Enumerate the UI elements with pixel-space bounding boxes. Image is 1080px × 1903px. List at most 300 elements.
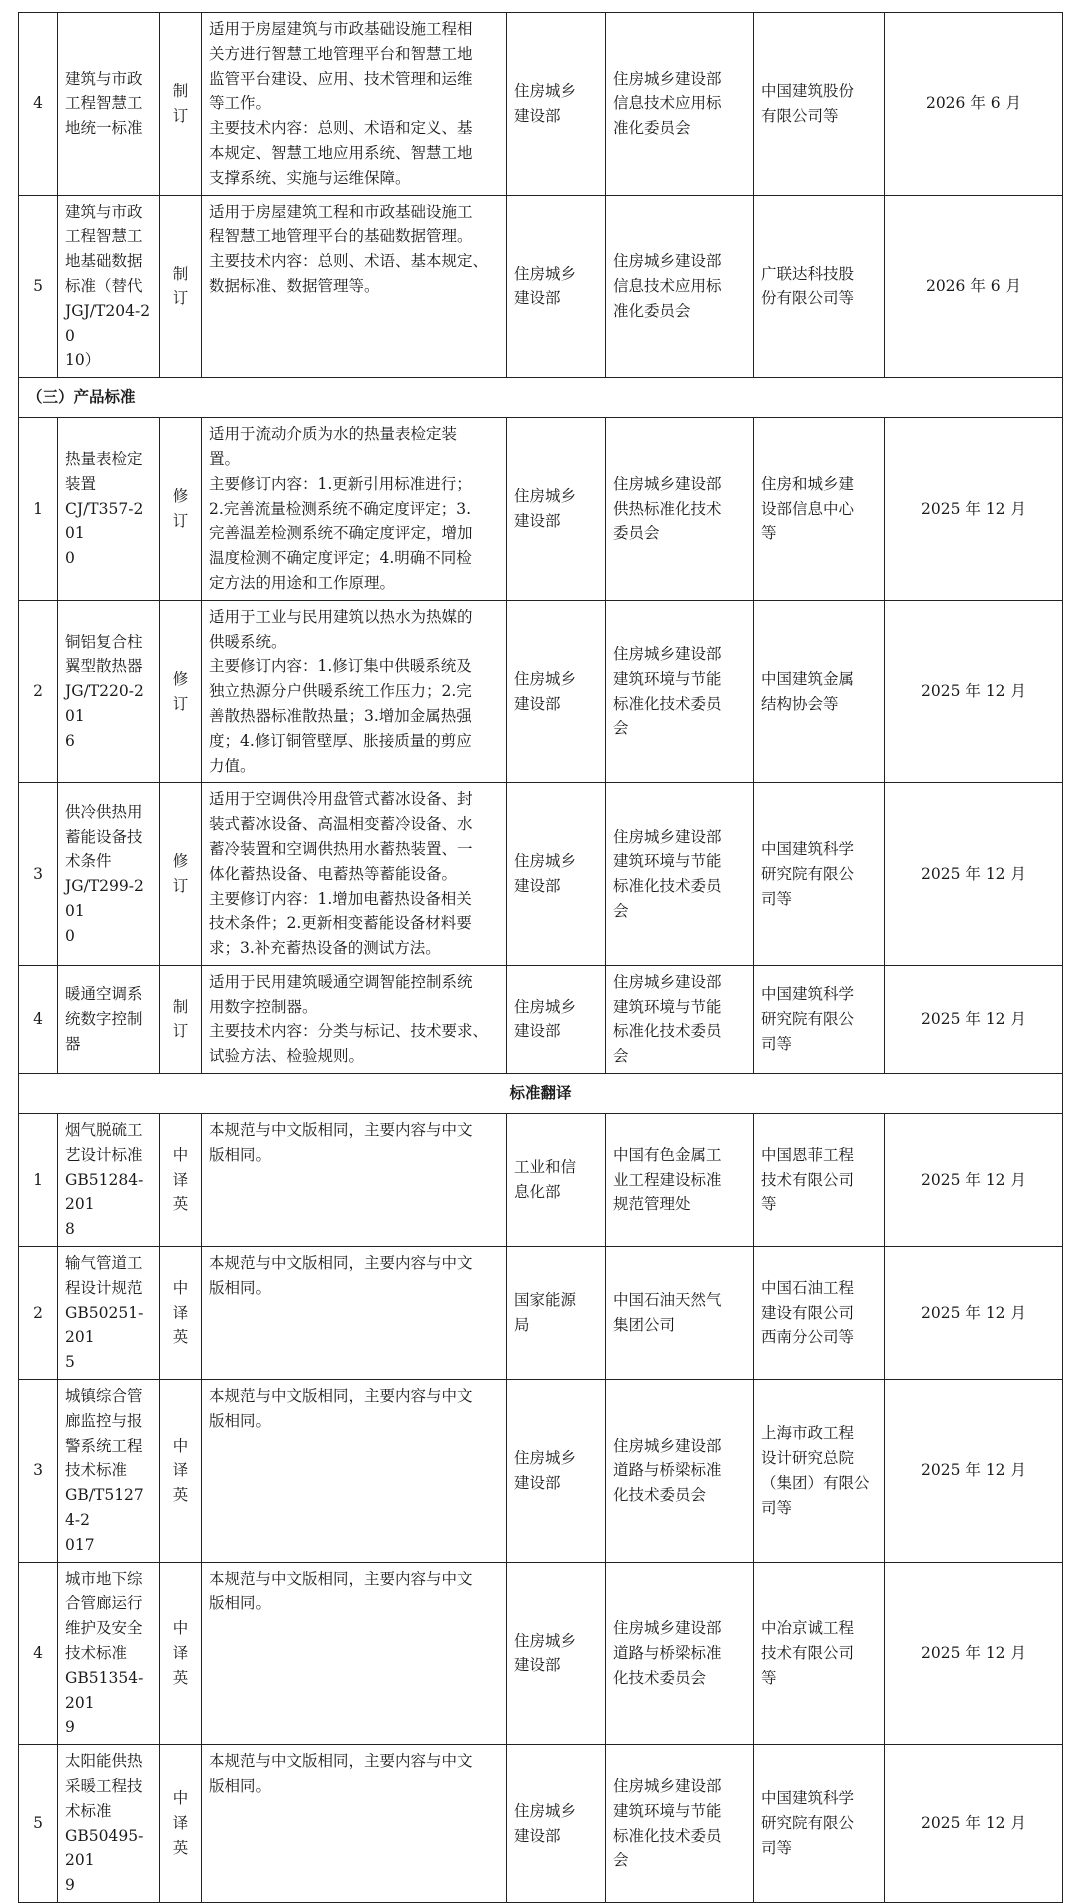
cell-line: CJ/T357-201 xyxy=(65,499,144,543)
cell-line: 供冷供热用 xyxy=(65,802,143,821)
cell-line: 建设部 xyxy=(514,694,561,713)
cell-line: 廊监控与报 xyxy=(65,1411,143,1430)
cell-line: 支撑系统、实施与运维保障。 xyxy=(209,168,411,187)
cell-line: 住房城乡 xyxy=(514,487,577,506)
cell-line: 结构协会等 xyxy=(761,694,839,713)
technical-committee xyxy=(606,1247,754,1380)
row-number: 1 xyxy=(19,1114,58,1247)
lead-drafter xyxy=(754,600,885,783)
cell-line: 会 xyxy=(613,1851,629,1870)
cell-line: 体化蓄热设备、电蓄热等蓄能设备。 xyxy=(209,864,458,883)
technical-committee xyxy=(606,965,754,1073)
section-heading: 标准翻译 xyxy=(19,1074,1063,1114)
cell-line: 修 xyxy=(172,852,189,871)
cell-line: 设计研究总院 xyxy=(761,1449,855,1468)
cell-line: 版相同。 xyxy=(209,1594,272,1613)
cell-line: 主要技术内容：分类与标记、技术要求、 xyxy=(209,1022,489,1041)
cell-line: 住房城乡建设部 xyxy=(613,474,722,493)
cell-line: 技术有限公司 xyxy=(761,1170,855,1189)
cell-line: 工程智慧工 xyxy=(65,227,143,246)
cell-line: 采暖工程技 xyxy=(65,1777,143,1795)
cell-line: 英 xyxy=(172,1838,189,1857)
cell-line: 住房城乡建设部 xyxy=(613,972,722,991)
cell-line: 完善温差检测系统不确定度评定，增加 xyxy=(209,524,473,543)
cell-line: 住房城乡 xyxy=(514,852,577,871)
cell-line: 会 xyxy=(613,1047,629,1066)
cell-line: 适用于房屋建筑与市政基础设施工程相 xyxy=(209,20,473,38)
cell-line: 本规范与中文版相同，主要内容与中文 xyxy=(209,1569,473,1588)
cell-line: 设部信息中心 xyxy=(761,499,855,518)
responsible-department xyxy=(507,13,606,196)
cell-line: 6 xyxy=(65,731,75,750)
cell-line: 主要修订内容：1.修订集中供暖系统及 xyxy=(209,657,472,676)
cell-line: 用数字控制器。 xyxy=(209,997,318,1016)
cell-line: 住房城乡 xyxy=(514,1631,577,1650)
cell-line: 司等 xyxy=(761,889,793,908)
revision-type xyxy=(160,13,202,196)
revision-type xyxy=(160,783,202,966)
cell-line: 中冶京诚工程 xyxy=(761,1619,855,1638)
completion-date: 2025 年 12 月 xyxy=(885,1380,1063,1563)
cell-line: 司等 xyxy=(761,1838,793,1857)
completion-date: 2026 年 6 月 xyxy=(885,13,1063,196)
table-row xyxy=(19,1114,1063,1247)
standard-name xyxy=(58,600,160,783)
cell-line: 建筑环境与节能 xyxy=(613,997,722,1016)
cell-line: 等工作。 xyxy=(209,94,272,113)
revision-type xyxy=(160,1745,202,1903)
technical-committee xyxy=(606,195,754,378)
cell-line: 2.完善流量检测系统不确定度评定；3. xyxy=(209,499,472,518)
cell-line: 住房城乡 xyxy=(514,1801,577,1820)
cell-line: 标准化技术委员 xyxy=(613,877,722,896)
cell-line: 供热标准化技术 xyxy=(613,499,722,518)
cell-line: 上海市政工程 xyxy=(761,1424,855,1443)
table-body xyxy=(19,13,1063,1903)
cell-line: 国家能源 xyxy=(514,1291,577,1310)
cell-line: 订 xyxy=(172,106,189,125)
cell-line: 热量表检定 xyxy=(65,449,143,468)
cell-line: 等 xyxy=(761,524,777,543)
section-heading-row xyxy=(19,1074,1063,1114)
scope-and-content xyxy=(202,965,507,1073)
cell-line: 装式蓄冰设备、高温相变蓄冷设备、水 xyxy=(209,815,473,834)
cell-line: 西南分公司等 xyxy=(761,1328,855,1347)
completion-date: 2025 年 12 月 xyxy=(885,1247,1063,1380)
cell-line: 中 xyxy=(172,1789,189,1808)
scope-and-content xyxy=(202,600,507,783)
cell-line: 版相同。 xyxy=(209,1145,272,1164)
cell-line: 求；3.补充蓄热设备的测试方法。 xyxy=(209,939,441,958)
cell-line: 信息技术应用标 xyxy=(613,276,722,295)
cell-line: 修 xyxy=(172,487,189,506)
cell-line: 制 xyxy=(172,81,189,100)
cell-line: 独立热源分户供暖系统工作压力；2.完 xyxy=(209,682,472,701)
responsible-department xyxy=(507,1247,606,1380)
cell-line: 中国有色金属工 xyxy=(613,1145,722,1164)
cell-line: 化技术委员会 xyxy=(613,1486,707,1505)
cell-line: 译 xyxy=(172,1644,189,1663)
cell-line: 研究院有限公 xyxy=(761,864,855,883)
row-number: 4 xyxy=(19,13,58,196)
cell-line: （集团）有限公 xyxy=(761,1473,870,1492)
cell-line: 善散热器标准散热量；3.增加金属热强 xyxy=(209,706,472,725)
lead-drafter xyxy=(754,965,885,1073)
cell-line: 中国建筑金属 xyxy=(761,669,855,688)
cell-line: 蓄冷装置和空调供热用水蓄热装置、一 xyxy=(209,839,473,858)
cell-line: 警系统工程 xyxy=(65,1436,143,1455)
scope-and-content xyxy=(202,1745,507,1903)
cell-line: 建筑环境与节能 xyxy=(613,669,722,688)
cell-line: 订 xyxy=(172,289,189,308)
cell-line: 订 xyxy=(172,1022,189,1041)
cell-line: 建筑环境与节能 xyxy=(613,852,722,871)
cell-line: 会 xyxy=(613,719,629,738)
scope-and-content xyxy=(202,1114,507,1247)
scope-and-content xyxy=(202,1380,507,1563)
revision-type xyxy=(160,1562,202,1745)
cell-line: 住房城乡 xyxy=(514,997,577,1016)
cell-line: 地基础数据 xyxy=(65,252,143,271)
cell-line: 集团公司 xyxy=(613,1316,676,1335)
revision-type xyxy=(160,1114,202,1247)
row-number: 2 xyxy=(19,600,58,783)
cell-line: 住房城乡建设部 xyxy=(613,252,722,271)
cell-line: 适用于工业与民用建筑以热水为热媒的 xyxy=(209,607,473,626)
responsible-department xyxy=(507,600,606,783)
table-row xyxy=(19,13,1063,196)
cell-line: 中国恩菲工程 xyxy=(761,1145,855,1164)
responsible-department xyxy=(507,1562,606,1745)
cell-line: 温度检测不确定度评定；4.明确不同检 xyxy=(209,549,472,568)
revision-type xyxy=(160,600,202,783)
cell-line: 版相同。 xyxy=(209,1777,272,1795)
cell-line: 等 xyxy=(761,1668,777,1687)
cell-line: 英 xyxy=(172,1328,189,1347)
completion-date: 2025 年 12 月 xyxy=(885,418,1063,601)
section-heading-row xyxy=(19,378,1063,418)
cell-line: 准化委员会 xyxy=(613,301,691,320)
cell-line: 局 xyxy=(514,1316,530,1335)
technical-committee xyxy=(606,13,754,196)
cell-line: 城市地下综 xyxy=(65,1569,143,1588)
cell-line: JGJ/T204-20 xyxy=(65,301,151,345)
lead-drafter xyxy=(754,783,885,966)
cell-line: 委员会 xyxy=(613,524,660,543)
cell-line: GB51354-201 xyxy=(65,1668,144,1712)
cell-line: 置。 xyxy=(209,449,241,468)
responsible-department xyxy=(507,965,606,1073)
cell-line: 修 xyxy=(172,669,189,688)
standards-plan-document xyxy=(18,12,1062,1903)
lead-drafter xyxy=(754,1380,885,1563)
scope-and-content xyxy=(202,783,507,966)
cell-line: 住房城乡建设部 xyxy=(613,644,722,663)
completion-date: 2025 年 12 月 xyxy=(885,1562,1063,1745)
cell-line: 技术条件；2.更新相变蓄能设备材料要 xyxy=(209,914,472,933)
cell-line: 住房城乡 xyxy=(514,669,577,688)
cell-line: 监管平台建设、应用、技术管理和运维 xyxy=(209,69,473,88)
cell-line: 主要修订内容：1.增加电蓄热设备相关 xyxy=(209,889,472,908)
standard-name xyxy=(58,1247,160,1380)
cell-line: 订 xyxy=(172,694,189,713)
row-number: 4 xyxy=(19,965,58,1073)
cell-line: 地统一标准 xyxy=(65,119,143,138)
cell-line: 9 xyxy=(65,1876,75,1895)
table-row xyxy=(19,783,1063,966)
standard-name xyxy=(58,1562,160,1745)
technical-committee xyxy=(606,1114,754,1247)
revision-type xyxy=(160,1380,202,1563)
cell-line: 住房城乡建设部 xyxy=(613,1777,722,1795)
row-number: 3 xyxy=(19,1380,58,1563)
cell-line: 住房城乡 xyxy=(514,264,577,283)
cell-line: 建筑环境与节能 xyxy=(613,1801,722,1820)
completion-date: 2025 年 12 月 xyxy=(885,1114,1063,1247)
table-row xyxy=(19,600,1063,783)
cell-line: 太阳能供热 xyxy=(65,1752,143,1771)
lead-drafter xyxy=(754,1247,885,1380)
table-row xyxy=(19,195,1063,378)
cell-line: 程设计规范 xyxy=(65,1278,143,1297)
responsible-department xyxy=(507,195,606,378)
cell-line: 建设部 xyxy=(514,511,561,530)
completion-date: 2026 年 6 月 xyxy=(885,195,1063,378)
cell-line: 中国建筑股份 xyxy=(761,81,855,100)
cell-line: 蓄能设备技 xyxy=(65,827,143,846)
cell-line: 有限公司等 xyxy=(761,106,839,125)
cell-line: 译 xyxy=(172,1303,189,1322)
cell-line: 装置 xyxy=(65,474,97,493)
row-number: 5 xyxy=(19,195,58,378)
scope-and-content xyxy=(202,1562,507,1745)
cell-line: 住房城乡建设部 xyxy=(613,69,722,88)
standard-name xyxy=(58,1380,160,1563)
cell-line: 建筑与市政 xyxy=(65,202,143,221)
cell-line: 规范管理处 xyxy=(613,1195,691,1214)
cell-line: 工程智慧工 xyxy=(65,94,143,113)
technical-committee xyxy=(606,600,754,783)
cell-line: 住房城乡建设部 xyxy=(613,1436,722,1455)
cell-line: 中国建筑科学 xyxy=(761,985,855,1004)
cell-line: 息化部 xyxy=(514,1183,561,1202)
technical-committee xyxy=(606,1562,754,1745)
cell-line: 建设部 xyxy=(514,1022,561,1041)
cell-line: 中国石油天然气 xyxy=(613,1291,722,1310)
cell-line: 术条件 xyxy=(65,852,112,871)
cell-line: JG/T299-201 xyxy=(65,877,144,920)
standard-name xyxy=(58,965,160,1073)
cell-line: 建设部 xyxy=(514,106,561,125)
cell-line: 制 xyxy=(172,997,189,1016)
standard-name xyxy=(58,13,160,196)
cell-line: 英 xyxy=(172,1486,189,1505)
table-row xyxy=(19,1745,1063,1903)
cell-line: 技术标准 xyxy=(65,1644,128,1663)
cell-line: 中 xyxy=(172,1619,189,1638)
cell-line: 适用于流动介质为水的热量表检定装 xyxy=(209,425,458,444)
cell-line: 铜铝复合柱 xyxy=(65,632,143,651)
cell-line: 道路与桥梁标准 xyxy=(613,1644,722,1663)
standard-name xyxy=(58,1745,160,1903)
cell-line: 信息技术应用标 xyxy=(613,94,722,113)
cell-line: 中国建筑科学 xyxy=(761,1789,855,1808)
lead-drafter xyxy=(754,1114,885,1247)
table-row xyxy=(19,1380,1063,1563)
completion-date: 2025 年 12 月 xyxy=(885,1745,1063,1903)
cell-line: 建设部 xyxy=(514,1826,561,1845)
cell-line: 适用于空调供冷用盘管式蓄冰设备、封 xyxy=(209,790,473,809)
cell-line: 10） xyxy=(65,351,101,370)
cell-line: 试验方法、检验规则。 xyxy=(209,1047,365,1066)
cell-line: 主要修订内容：1.更新引用标准进行； xyxy=(209,474,472,493)
revision-type xyxy=(160,1247,202,1380)
technical-committee xyxy=(606,418,754,601)
row-number: 1 xyxy=(19,418,58,601)
cell-line: 会 xyxy=(613,901,629,920)
lead-drafter xyxy=(754,1562,885,1745)
cell-line: 中国建筑科学 xyxy=(761,839,855,858)
standard-name xyxy=(58,418,160,601)
cell-line: 版相同。 xyxy=(209,1411,272,1430)
cell-line: 5 xyxy=(65,1353,75,1372)
revision-type xyxy=(160,965,202,1073)
cell-line: 等 xyxy=(761,1195,777,1214)
cell-line: 译 xyxy=(172,1814,189,1833)
standard-name xyxy=(58,195,160,378)
cell-line: 技术有限公司 xyxy=(761,1644,855,1663)
cell-line: 输气管道工 xyxy=(65,1254,143,1273)
scope-and-content xyxy=(202,418,507,601)
cell-line: GB51284-201 xyxy=(65,1170,144,1214)
scope-and-content xyxy=(202,195,507,378)
cell-line: 建设部 xyxy=(514,289,561,308)
row-number: 4 xyxy=(19,1562,58,1745)
cell-line: 住房城乡 xyxy=(514,1449,577,1468)
cell-line: 技术标准 xyxy=(65,1461,128,1480)
technical-committee xyxy=(606,1380,754,1563)
cell-line: GB/T51274-2 xyxy=(65,1486,144,1530)
cell-line: 定方法的用途和工作原理。 xyxy=(209,573,396,592)
table-row xyxy=(19,1247,1063,1380)
completion-date: 2025 年 12 月 xyxy=(885,965,1063,1073)
cell-line: GB50495-201 xyxy=(65,1826,144,1870)
cell-line: 程智慧工地管理平台的基础数据管理。 xyxy=(209,227,473,246)
cell-line: 住房城乡建设部 xyxy=(613,1619,722,1638)
scope-and-content xyxy=(202,13,507,196)
cell-line: 暖通空调系 xyxy=(65,985,143,1004)
cell-line: 标准化技术委员 xyxy=(613,694,722,713)
lead-drafter xyxy=(754,13,885,196)
cell-line: 翼型散热器 xyxy=(65,657,143,676)
cell-line: 版相同。 xyxy=(209,1278,272,1297)
cell-line: 研究院有限公 xyxy=(761,1010,855,1029)
cell-line: 中 xyxy=(172,1436,189,1455)
cell-line: 住房城乡建设部 xyxy=(613,827,722,846)
cell-line: 司等 xyxy=(761,1498,793,1517)
cell-line: 工业和信 xyxy=(514,1158,577,1177)
cell-line: 订 xyxy=(172,877,189,896)
cell-line: 广联达科技股 xyxy=(761,264,855,283)
cell-line: 关方进行智慧工地管理平台和智慧工地 xyxy=(209,44,473,63)
cell-line: 主要技术内容：总则、术语和定义、基 xyxy=(209,119,473,138)
responsible-department xyxy=(507,1380,606,1563)
cell-line: 统数字控制 xyxy=(65,1010,143,1029)
cell-line: 建设部 xyxy=(514,1473,561,1492)
cell-line: 化技术委员会 xyxy=(613,1668,707,1687)
cell-line: 住房和城乡建 xyxy=(761,474,855,493)
section-heading: （三）产品标准 xyxy=(19,378,1063,418)
cell-line: 业工程建设标准 xyxy=(613,1170,722,1189)
cell-line: 维护及安全 xyxy=(65,1619,143,1638)
cell-line: 本规范与中文版相同，主要内容与中文 xyxy=(209,1387,473,1406)
cell-line: 术标准 xyxy=(65,1801,112,1820)
cell-line: 艺设计标准 xyxy=(65,1145,143,1164)
row-number: 3 xyxy=(19,783,58,966)
cell-line: 建设有限公司 xyxy=(761,1303,855,1322)
cell-line: 建设部 xyxy=(514,877,561,896)
row-number: 5 xyxy=(19,1745,58,1903)
cell-line: 供暖系统。 xyxy=(209,632,287,651)
cell-line: 中国石油工程 xyxy=(761,1278,855,1297)
revision-type xyxy=(160,418,202,601)
standard-name xyxy=(58,783,160,966)
cell-line: 0 xyxy=(65,549,75,568)
cell-line: 制 xyxy=(172,264,189,283)
cell-line: GB50251-201 xyxy=(65,1303,144,1347)
scope-and-content xyxy=(202,1247,507,1380)
cell-line: 建设部 xyxy=(514,1656,561,1675)
completion-date: 2025 年 12 月 xyxy=(885,783,1063,966)
cell-line: JG/T220-201 xyxy=(65,682,144,725)
responsible-department xyxy=(507,1745,606,1903)
responsible-department xyxy=(507,783,606,966)
cell-line: 准化委员会 xyxy=(613,119,691,138)
cell-line: 道路与桥梁标准 xyxy=(613,1461,722,1480)
cell-line: 主要技术内容：总则、术语、基本规定、 xyxy=(209,252,489,271)
cell-line: 标准化技术委员 xyxy=(613,1022,722,1041)
lead-drafter xyxy=(754,1745,885,1903)
cell-line: 力值。 xyxy=(209,756,256,775)
cell-line: 份有限公司等 xyxy=(761,289,855,308)
cell-line: 英 xyxy=(172,1195,189,1214)
cell-line: 住房城乡 xyxy=(514,81,577,100)
cell-line: 合管廊运行 xyxy=(65,1594,143,1613)
cell-line: 标准（替代 xyxy=(65,276,143,295)
cell-line: 建筑与市政 xyxy=(65,69,143,88)
cell-line: 本规范与中文版相同，主要内容与中文 xyxy=(209,1254,473,1273)
lead-drafter xyxy=(754,418,885,601)
responsible-department xyxy=(507,418,606,601)
cell-line: 适用于民用建筑暖通空调智能控制系统 xyxy=(209,972,473,991)
cell-line: 烟气脱硫工 xyxy=(65,1121,143,1140)
cell-line: 中 xyxy=(172,1278,189,1297)
cell-line: 数据标准、数据管理等。 xyxy=(209,276,380,295)
row-number: 2 xyxy=(19,1247,58,1380)
table-row xyxy=(19,418,1063,601)
cell-line: 017 xyxy=(65,1535,95,1554)
cell-line: 本规范与中文版相同，主要内容与中文 xyxy=(209,1121,473,1140)
cell-line: 中 xyxy=(172,1145,189,1164)
cell-line: 0 xyxy=(65,926,75,945)
cell-line: 8 xyxy=(65,1220,75,1239)
cell-line: 本规定、智慧工地应用系统、智慧工地 xyxy=(209,143,473,162)
standard-name xyxy=(58,1114,160,1247)
lead-drafter xyxy=(754,195,885,378)
cell-line: 度；4.修订铜管壁厚、胀接质量的剪应 xyxy=(209,731,472,750)
table-row xyxy=(19,965,1063,1073)
revision-type xyxy=(160,195,202,378)
